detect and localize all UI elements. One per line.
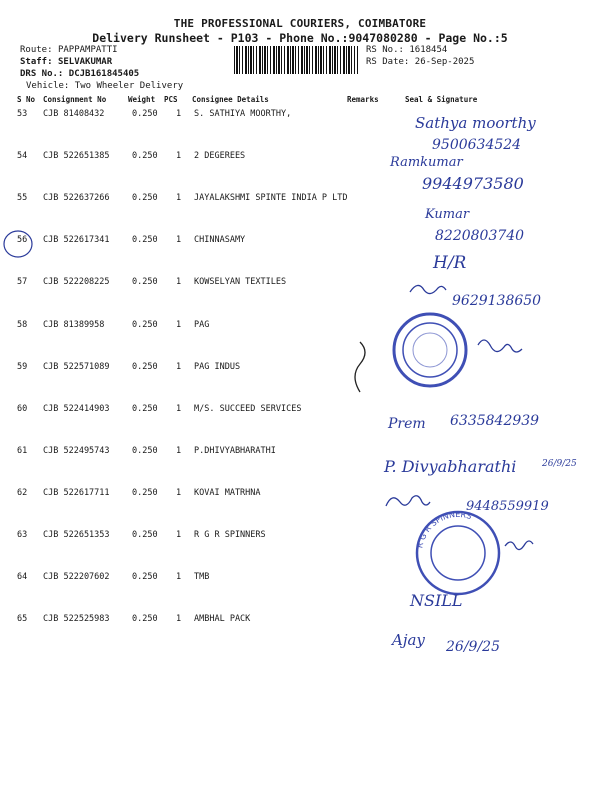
row-pcs: 1 bbox=[176, 151, 182, 162]
row-weight: 0.250 bbox=[132, 530, 158, 540]
sig-55-name: Kumar bbox=[425, 207, 470, 222]
row-sno: 59 bbox=[17, 361, 28, 372]
sig-53-phone: 9500634524 bbox=[432, 137, 522, 153]
row-consignment-no: CJB 522414903 bbox=[43, 403, 110, 414]
sig-53-name: Sathya moorthy bbox=[415, 114, 536, 132]
row-consignee: JAYALAKSHMI SPINTE INDIA P LTD bbox=[194, 193, 348, 204]
table-row bbox=[0, 446, 600, 460]
col-seal-signature: Seal & Signature bbox=[405, 95, 478, 104]
route-value: PAPPAMPATTI bbox=[57, 45, 118, 55]
row-consignee: P.DHIVYABHARATHI bbox=[194, 445, 276, 456]
row-weight: 0.250 bbox=[132, 235, 158, 246]
row-weight: 0.250 bbox=[132, 487, 158, 498]
table-row bbox=[0, 320, 600, 334]
sig-54-name: Ramkumar bbox=[390, 155, 463, 170]
vehicle-value: Two Wheeler Delivery bbox=[74, 81, 184, 91]
row-sno: 57 bbox=[17, 277, 28, 288]
sig-60-phone: 6335842939 bbox=[450, 413, 540, 429]
row-sno: 64 bbox=[17, 572, 28, 583]
row-sno: 54 bbox=[17, 151, 28, 162]
col-remarks: Remarks bbox=[347, 95, 379, 104]
table-row bbox=[0, 193, 600, 207]
row-consignment-no: CJB 522617711 bbox=[43, 487, 110, 498]
row-weight: 0.250 bbox=[132, 361, 158, 372]
row-sno: 53 bbox=[17, 109, 28, 119]
drs-label: DRS No.: bbox=[20, 69, 64, 79]
sig-64-name: NSILL bbox=[410, 591, 463, 610]
sig-57-phone: 9629138650 bbox=[452, 293, 542, 309]
row-consignment-no: CJB 522651385 bbox=[43, 151, 110, 162]
staff-value: SELVAKUMAR bbox=[57, 57, 113, 67]
sig-54-phone: 9944973580 bbox=[422, 174, 524, 193]
sig-60-name: Prem bbox=[388, 416, 426, 432]
row-weight: 0.250 bbox=[132, 193, 158, 204]
col-weight: Weight bbox=[128, 95, 156, 104]
row-weight: 0.250 bbox=[132, 572, 158, 583]
row-sno: 58 bbox=[17, 319, 28, 330]
note-56: H/R bbox=[433, 253, 467, 273]
table-row bbox=[0, 404, 600, 418]
sig-62-phone: 9448559919 bbox=[466, 499, 549, 514]
table-row bbox=[0, 277, 600, 291]
row-weight: 0.250 bbox=[132, 151, 158, 162]
row-consignment-no: CJB 81389958 bbox=[43, 319, 105, 330]
row-pcs: 1 bbox=[176, 530, 182, 540]
row-weight: 0.250 bbox=[132, 445, 158, 456]
table-row bbox=[0, 572, 600, 586]
row-pcs: 1 bbox=[176, 614, 182, 625]
row-pcs: 1 bbox=[176, 193, 182, 204]
row-consignee: AMBHAL PACK bbox=[194, 614, 251, 625]
rs-no-line bbox=[366, 45, 447, 55]
row-weight: 0.250 bbox=[132, 403, 158, 414]
sig-55-phone: 8220803740 bbox=[435, 228, 525, 244]
rgr-stamp-text: R G R SPINNERS bbox=[415, 509, 473, 549]
col-sno: S No bbox=[17, 95, 36, 104]
row-sno: 63 bbox=[17, 530, 28, 540]
row-consignment-no: CJB 522208225 bbox=[43, 277, 110, 288]
table-row bbox=[0, 109, 600, 123]
row-weight: 0.250 bbox=[132, 109, 158, 119]
row-sno: 65 bbox=[17, 614, 28, 625]
table-row bbox=[0, 235, 600, 249]
table-row bbox=[0, 488, 600, 502]
drs-line bbox=[20, 69, 139, 79]
row-pcs: 1 bbox=[176, 319, 182, 330]
row-consignee: R G R SPINNERS bbox=[194, 530, 266, 540]
row-consignee: TMB bbox=[194, 572, 210, 583]
table-row bbox=[0, 151, 600, 165]
rs-date-value: 26-Sep-2025 bbox=[414, 57, 475, 67]
table-row bbox=[0, 530, 600, 544]
row-consignee: KOVAI MATRHNA bbox=[194, 487, 261, 498]
staff-line bbox=[20, 57, 112, 67]
row-sno: 62 bbox=[17, 487, 28, 498]
table-row bbox=[0, 614, 600, 628]
sig-58-scribble bbox=[478, 340, 522, 352]
row-consignment-no: CJB 522637266 bbox=[43, 193, 110, 204]
row-sno: 55 bbox=[17, 193, 28, 204]
sig-65-name: Ajay bbox=[392, 631, 425, 649]
sig-61-date: 26/9/25 bbox=[542, 459, 577, 469]
route-line bbox=[20, 45, 118, 55]
col-consignment: Consignment No bbox=[43, 95, 107, 104]
row-consignee: PAG bbox=[194, 319, 210, 330]
row-pcs: 1 bbox=[176, 445, 182, 456]
row-weight: 0.250 bbox=[132, 319, 158, 330]
row-consignment-no: CJB 522525983 bbox=[43, 614, 110, 625]
row-pcs: 1 bbox=[176, 487, 182, 498]
row-consignee: CHINNASAMY bbox=[194, 235, 246, 246]
row-weight: 0.250 bbox=[132, 277, 158, 288]
vehicle-label: Vehicle: bbox=[26, 81, 70, 91]
sig-65-date: 26/9/25 bbox=[446, 639, 500, 655]
row-consignment-no: CJB 522571089 bbox=[43, 361, 110, 372]
row-consignee: KOWSELYAN TEXTILES bbox=[194, 277, 287, 288]
table-row bbox=[0, 362, 600, 376]
row-consignment-no: CJB 81408432 bbox=[43, 109, 105, 119]
row-pcs: 1 bbox=[176, 572, 182, 583]
row-pcs: 1 bbox=[176, 403, 182, 414]
drs-value: DCJB161845405 bbox=[68, 69, 140, 79]
vehicle-line bbox=[26, 81, 183, 91]
sig-61-name: P. Divyabharathi bbox=[384, 457, 517, 476]
runsheet-subtitle: Delivery Runsheet - P103 - Phone No.:9047080280 - Page No.:5 bbox=[92, 31, 508, 45]
row-consignment-no: CJB 522617341 bbox=[43, 235, 110, 246]
row-consignee: M/S. SUCCEED SERVICES bbox=[194, 403, 302, 414]
rs-no-label: RS No.: bbox=[366, 45, 404, 55]
row-pcs: 1 bbox=[176, 235, 182, 246]
rs-no-value: 1618454 bbox=[409, 45, 448, 55]
row-consignee: PAG INDUS bbox=[194, 361, 241, 372]
staff-label: Staff: bbox=[20, 57, 53, 67]
row-sno: 56 bbox=[17, 235, 28, 246]
row-weight: 0.250 bbox=[132, 614, 158, 625]
row-pcs: 1 bbox=[176, 109, 182, 119]
rs-date-line bbox=[366, 57, 474, 67]
row-pcs: 1 bbox=[176, 277, 182, 288]
col-pcs: PCS bbox=[164, 95, 178, 104]
row-pcs: 1 bbox=[176, 361, 182, 372]
row-consignment-no: CJB 522495743 bbox=[43, 445, 110, 456]
row-consignee: 2 DEGEREES bbox=[194, 151, 246, 162]
rs-date-label: RS Date: bbox=[366, 57, 410, 67]
row-consignment-no: CJB 522651353 bbox=[43, 530, 110, 540]
row-consignment-no: CJB 522207602 bbox=[43, 572, 110, 583]
route-label: Route: bbox=[20, 45, 53, 55]
row-sno: 61 bbox=[17, 445, 28, 456]
row-sno: 60 bbox=[17, 403, 28, 414]
company-name: THE PROFESSIONAL COURIERS, COIMBATORE bbox=[173, 17, 427, 30]
drs-barcode bbox=[234, 46, 358, 74]
row-consignee: S. SATHIYA MOORTHY, bbox=[194, 109, 292, 119]
col-consignee: Consignee Details bbox=[192, 95, 269, 104]
